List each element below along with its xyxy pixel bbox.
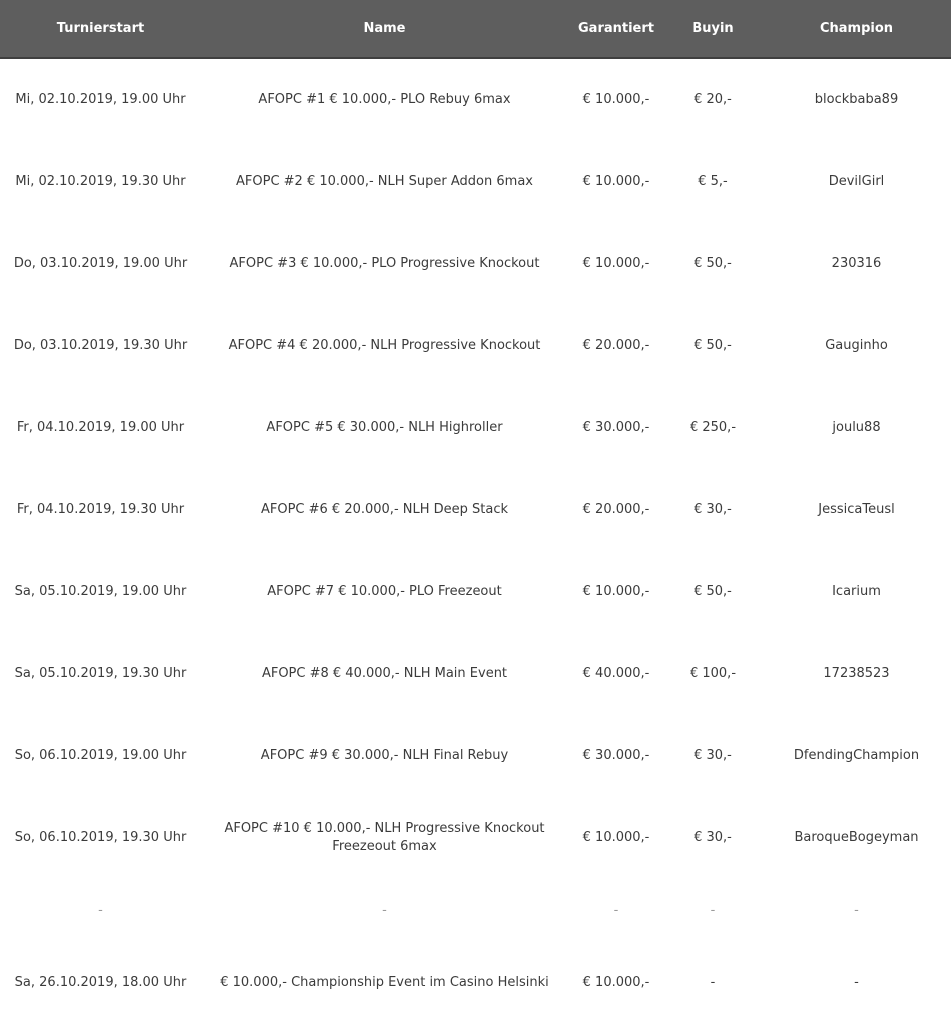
cell-buyin: € 30,- [694,502,732,517]
cell-champion: JessicaTeusl [818,502,895,517]
cell-name: AFOPC #6 € 20.000,- NLH Deep Stack [260,502,509,517]
cell-name: AFOPC #1 € 10.000,- PLO Rebuy 6max [258,92,511,107]
cell-champion: DevilGirl [828,174,885,189]
cell-start: Sa, 05.10.2019, 19.30 Uhr [14,666,187,681]
cell-champion: DfendingChampion [793,748,920,763]
cell-name: - [382,903,387,918]
cell-garantiert: € 30.000,- [582,748,650,763]
header-turnierstart: Turnierstart [0,0,201,58]
cell-garantiert: € 30.000,- [582,420,650,435]
cell-champion: 17238523 [823,666,890,681]
cell-name: € 10.000,- Championship Event im Casino Helsinki [220,975,549,990]
cell-start: - [98,903,103,918]
cell-name: AFOPC #7 € 10.000,- PLO Freezeout [267,584,502,599]
header-row [0,0,951,58]
cell-buyin: - [710,903,716,918]
cell-buyin: € 100,- [689,666,737,681]
cell-start: Do, 03.10.2019, 19.00 Uhr [13,256,188,271]
table-row [0,469,951,551]
table-row [0,141,951,223]
cell-start: Mi, 02.10.2019, 19.00 Uhr [15,92,186,107]
cell-name: AFOPC #3 € 10.000,- PLO Progressive Knockout [229,256,540,271]
table-row [0,305,951,387]
cell-name: AFOPC #5 € 30.000,- NLH Highroller [266,420,503,435]
cell-garantiert: € 10.000,- [582,92,650,107]
header-name: Name [201,0,568,58]
cell-name: AFOPC #4 € 20.000,- NLH Progressive Knockout [228,338,541,353]
table-header [0,0,951,58]
cell-champion: BaroqueBogeyman [794,830,919,845]
table-row [0,943,951,1023]
cell-buyin: € 30,- [694,748,732,763]
cell-champion: - [854,975,859,990]
cell-start: Do, 03.10.2019, 19.30 Uhr [13,338,188,353]
cell-start: Fr, 04.10.2019, 19.30 Uhr [16,502,185,517]
cell-garantiert: € 10.000,- [582,975,650,990]
cell-champion: - [854,903,859,918]
cell-start: Sa, 05.10.2019, 19.00 Uhr [14,584,187,599]
header-champion: Champion [762,0,951,58]
cell-start: So, 06.10.2019, 19.30 Uhr [14,830,187,845]
cell-name: AFOPC #10 € 10.000,- NLH Progressive Knockout Freezeout 6max [224,821,545,854]
cell-garantiert: € 10.000,- [582,830,650,845]
cell-buyin: € 50,- [694,338,732,353]
cell-buyin: € 50,- [694,256,732,271]
cell-buyin: - [710,975,716,990]
table-row [0,58,951,141]
cell-buyin: € 5,- [698,174,728,189]
cell-buyin: € 250,- [689,420,737,435]
cell-start: Sa, 26.10.2019, 18.00 Uhr [14,975,187,990]
cell-garantiert: - [613,903,619,918]
cell-start: Fr, 04.10.2019, 19.00 Uhr [16,420,185,435]
cell-garantiert: € 20.000,- [582,502,650,517]
table-row-empty [0,879,951,943]
cell-buyin: € 20,- [694,92,732,107]
table-row [0,223,951,305]
cell-name: AFOPC #2 € 10.000,- NLH Super Addon 6max [236,174,533,189]
table-row [0,797,951,879]
cell-champion: joulu88 [832,420,881,435]
cell-buyin: € 50,- [694,584,732,599]
header-buyin: Buyin [664,0,762,58]
cell-garantiert: € 10.000,- [582,584,650,599]
cell-garantiert: € 40.000,- [582,666,650,681]
cell-champion: Icarium [832,584,881,599]
cell-garantiert: € 10.000,- [582,256,650,271]
table-row [0,715,951,797]
table-row [0,551,951,633]
cell-garantiert: € 20.000,- [582,338,650,353]
cell-champion: 230316 [831,256,882,271]
cell-name: AFOPC #8 € 40.000,- NLH Main Event [261,666,508,681]
table-row [0,387,951,469]
table-body [0,58,951,1023]
cell-garantiert: € 10.000,- [582,174,650,189]
cell-champion: blockbaba89 [814,92,899,107]
cell-start: So, 06.10.2019, 19.00 Uhr [14,748,187,763]
cell-champion: Gauginho [825,338,888,353]
header-garantiert: Garantiert [568,0,664,58]
table-row [0,633,951,715]
cell-buyin: € 30,- [694,830,732,845]
cell-name: AFOPC #9 € 30.000,- NLH Final Rebuy [260,748,509,763]
cell-start: Mi, 02.10.2019, 19.30 Uhr [15,174,186,189]
